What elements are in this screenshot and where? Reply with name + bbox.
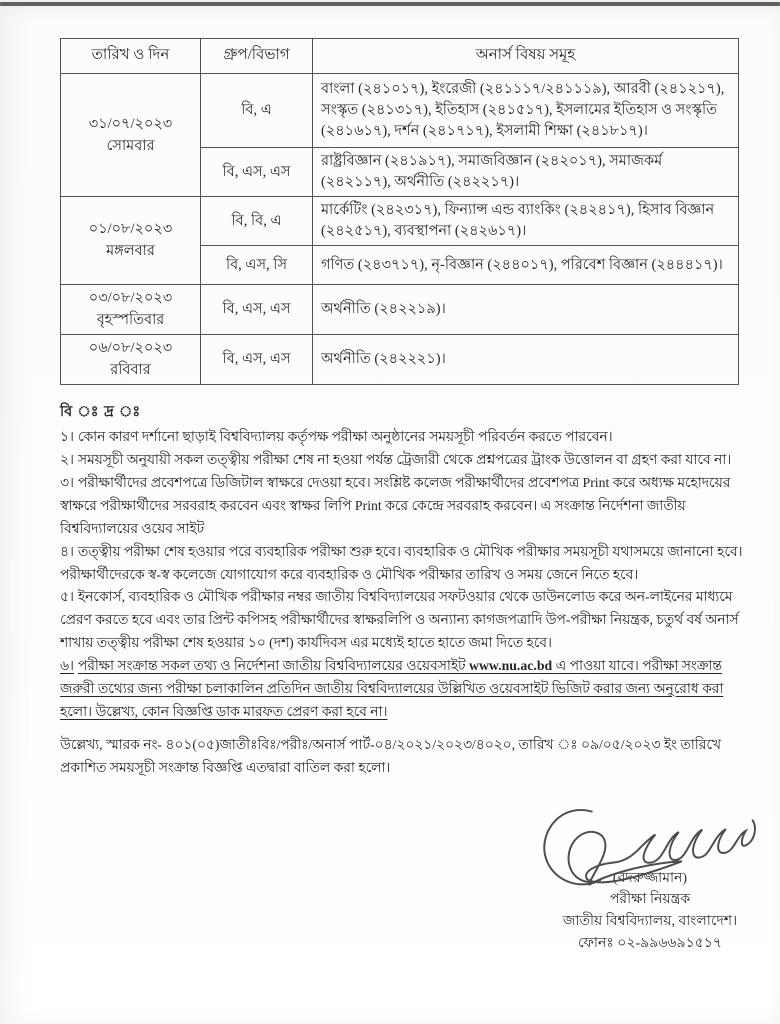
col-header-subjects: অনার্স বিষয় সমূহ [313, 39, 739, 74]
note-text: তত্ত্বীয় পরীক্ষা শেষ হওয়ার পরে ব্যবহারিক পরীক্ষা শুরু হবে। ব্যবহারিক ও মৌখিক পরীক্ষার সময়সূচী যথাসময়ে জানানো হবে। পরীক্ষার্থীদেরকে স্ব-স্ব কলেজে যোগাযোগ করে ব্যবহারিক ও মৌখিক পরীক্ষার তারিখ ও সময় জেনে নিতে হবে। [60, 543, 743, 582]
group-cell: বি, এস, এস [201, 335, 313, 385]
exam-schedule-table [60, 38, 739, 385]
table-row [61, 74, 739, 148]
table-row [61, 197, 739, 246]
note-text: পরীক্ষা সংক্রান্ত সকল তথ্য ও নির্দেশনা জাতীয় বিশ্ববিদ্যালয়ের ওয়েবসাইট [77, 658, 469, 674]
subjects-cell: অর্থনীতি (২৪২২১৯)। [313, 285, 739, 335]
signatory-title: পরীক্ষা নিয়ন্ত্রক [609, 892, 691, 908]
table-header-row [61, 39, 739, 74]
subjects-cell: বাংলা (২৪১০১৭), ইংরেজী (২৪১১১৭/২৪১১১৯), আরবী (২৪১২১৭), সংস্কৃত (২৪১৩১৭), ইতিহাস (২৪১৫১৭), ইসলামের ইতিহাস ও সংস্কৃতি (২৪১৬১৭), দর্শন (২৪১৭১৭), ইসলামী শিক্ষা (২৪১৮১৭)। [313, 74, 739, 148]
date-cell [61, 285, 201, 335]
memo-reference-text: উল্লেখ্য, স্মারক নং- ৪০১(০৫)জাতীঃবিঃ/পরীঃ/অনার্স পার্ট-০৪/২০২১/২০২৩/৪০২০, তারিখ ঃ ০৯/০৫/২০২৩ ইং তারিখে প্রকাশিত সময়সূচী সংক্রান্ত বিজ্ঞপ্তি এতদ্বারা বাতিল করা হলো। [60, 736, 721, 775]
note-number: ৪। [60, 543, 74, 559]
date-text: ০১/০৮/২০২৩ [88, 221, 173, 238]
website-url: www.nu.ac.bd [469, 658, 553, 674]
notes-heading: বি ঃ দ্র ঃ [60, 404, 142, 421]
table-row [61, 285, 739, 335]
subjects-cell: অর্থনীতি (২৪২২২১)। [313, 335, 739, 385]
note-text: ইনকোর্স, ব্যবহারিক ও মৌখিক পরীক্ষার নম্বর জাতীয় বিশ্ববিদ্যালয়ের সফটওয়ার থেকে ডাউনলোড করে অন-লাইনের মাধ্যমে প্রেরণ করতে হবে এবং তার প্রিন্ট কপিসহ পরীক্ষার্থীদের স্বাক্ষরলিপি ও অন্যান্য কাগজপত্রাদি উপ-পরীক্ষা নিয়ন্ত্রক, চতুর্থ বর্ষ অনার্স শাখায় তত্ত্বীয় পরীক্ষা শেষ হওয়ার ১০ (দশ) কার্যদিবস এর মধ্যেই হাতে হাতে জমা দিতে হবে। [60, 589, 739, 651]
group-cell: বি, এস, এস [201, 148, 313, 197]
group-cell: বি, এস, সি [201, 246, 313, 285]
group-cell: বি, এ [201, 74, 313, 148]
day-text: রবিবার [110, 362, 151, 379]
note-item-3 [60, 472, 750, 541]
note-item-2 [60, 449, 750, 472]
day-text: বৃহস্পতিবার [96, 312, 165, 329]
note-item-5 [60, 586, 750, 655]
note-number: ৫। [60, 589, 74, 605]
group-cell: বি, এস, এস [201, 285, 313, 335]
subjects-cell: গণিত (২৪৩৭১৭), নৃ-বিজ্ঞান (২৪৪০১৭), পরিবেশ বিজ্ঞান (২৪৪৪১৭)। [313, 246, 739, 285]
note-text: এ পাওয়া যাবে। পরীক্ষা সংক্রান্ত জরুরী তথ্যের জন্য পরীক্ষা চলাকালিন প্রতিদিন জাতীয় বিশ্ববিদ্যালয়ের উল্লিখিত ওয়েবসাইট ভিজিট করার জন্য অনুরোধ করা হলো। উল্লেখ্য, কোন বিজ্ঞপ্তি ডাক মারফত প্রেরণ করা হবে না। [60, 658, 724, 719]
note-item-4 [60, 541, 750, 587]
note-number: ২। [60, 452, 74, 468]
date-text: ৩১/০৭/২০২৩ [88, 115, 173, 132]
group-cell: বি, বি, এ [201, 197, 313, 246]
date-text: ০৩/০৮/২০২৩ [88, 290, 173, 307]
date-cell [61, 74, 201, 197]
note-number: ৬। [60, 658, 74, 674]
note-text: সময়সূচী অনুযায়ী সকল তত্ত্বীয় পরীক্ষা শেষ না হওয়া পর্যন্ত ট্রেজারী থেকে প্রশ্নপত্রের ট্রাংক উত্তোলন বা গ্রহণ করা যাবে না। [77, 452, 732, 468]
signatory-phone: ফোনঃ ০২-৯৯৬৬৯১৫১৭ [578, 935, 722, 951]
date-cell [61, 335, 201, 385]
day-text: মঙ্গলবার [106, 243, 155, 260]
subjects-cell: রাষ্ট্রবিজ্ঞান (২৪১৯১৭), সমাজবিজ্ঞান (২৪২০১৭), সমাজকর্ম (২৪২১১৭), অর্থনীতি (২৪২২১৭)। [313, 148, 739, 197]
note-text: পরীক্ষার্থীদের প্রবেশপত্রে ডিজিটাল স্বাক্ষরে দেওয়া হবে। সংশ্লিষ্ট কলেজ পরীক্ষার্থীদের প্রবেশপত্র Print করে অধ্যক্ষ মহোদয়ের স্বাক্ষরে পরীক্ষার্থীদের সরবরাহ করবেন এবং স্বাক্ষর লিপি Print করে কেন্দ্রে সরবরাহ করবেন। এ সংক্রান্ত নির্দেশনা জাতীয় বিশ্ববিদ্যালয়ের ওয়েব সাইট [60, 475, 731, 536]
date-cell [61, 197, 201, 285]
note-number: ৩। [60, 475, 74, 491]
signatory-org: জাতীয় বিশ্ববিদ্যালয়, বাংলাদেশ। [562, 913, 738, 929]
subjects-cell: মার্কেটিং (২৪২৩১৭), ফিন্যান্স এন্ড ব্যাংকিং (২৪২৪১৭), হিসাব বিজ্ঞান (২৪২৫১৭), ব্যবস্থাপনা (২৪২৬১৭)। [313, 197, 739, 246]
col-header-date-day: তারিখ ও দিন [61, 39, 201, 74]
col-header-group: গ্রুপ/বিভাগ [201, 39, 313, 74]
note-text: কোন কারণ দর্শানো ছাড়াই বিশ্ববিদ্যালয় কর্তৃপক্ষ পরীক্ষা অনুষ্ঠানের সময়সূচী পরিবর্তন করতে পারবেন। [77, 429, 613, 445]
note-item-6 [60, 655, 750, 724]
table-row [61, 335, 739, 385]
notes-section [60, 400, 750, 724]
signatory-name: (বদরুজ্জামান) [612, 870, 688, 886]
scan-edge-artifact [0, 2, 780, 6]
note-item-1 [60, 426, 750, 449]
day-text: সোমবার [106, 137, 155, 154]
date-text: ০৬/০৮/২০২৩ [88, 340, 173, 357]
note-number: ১। [60, 429, 74, 445]
signature-block [500, 786, 780, 955]
